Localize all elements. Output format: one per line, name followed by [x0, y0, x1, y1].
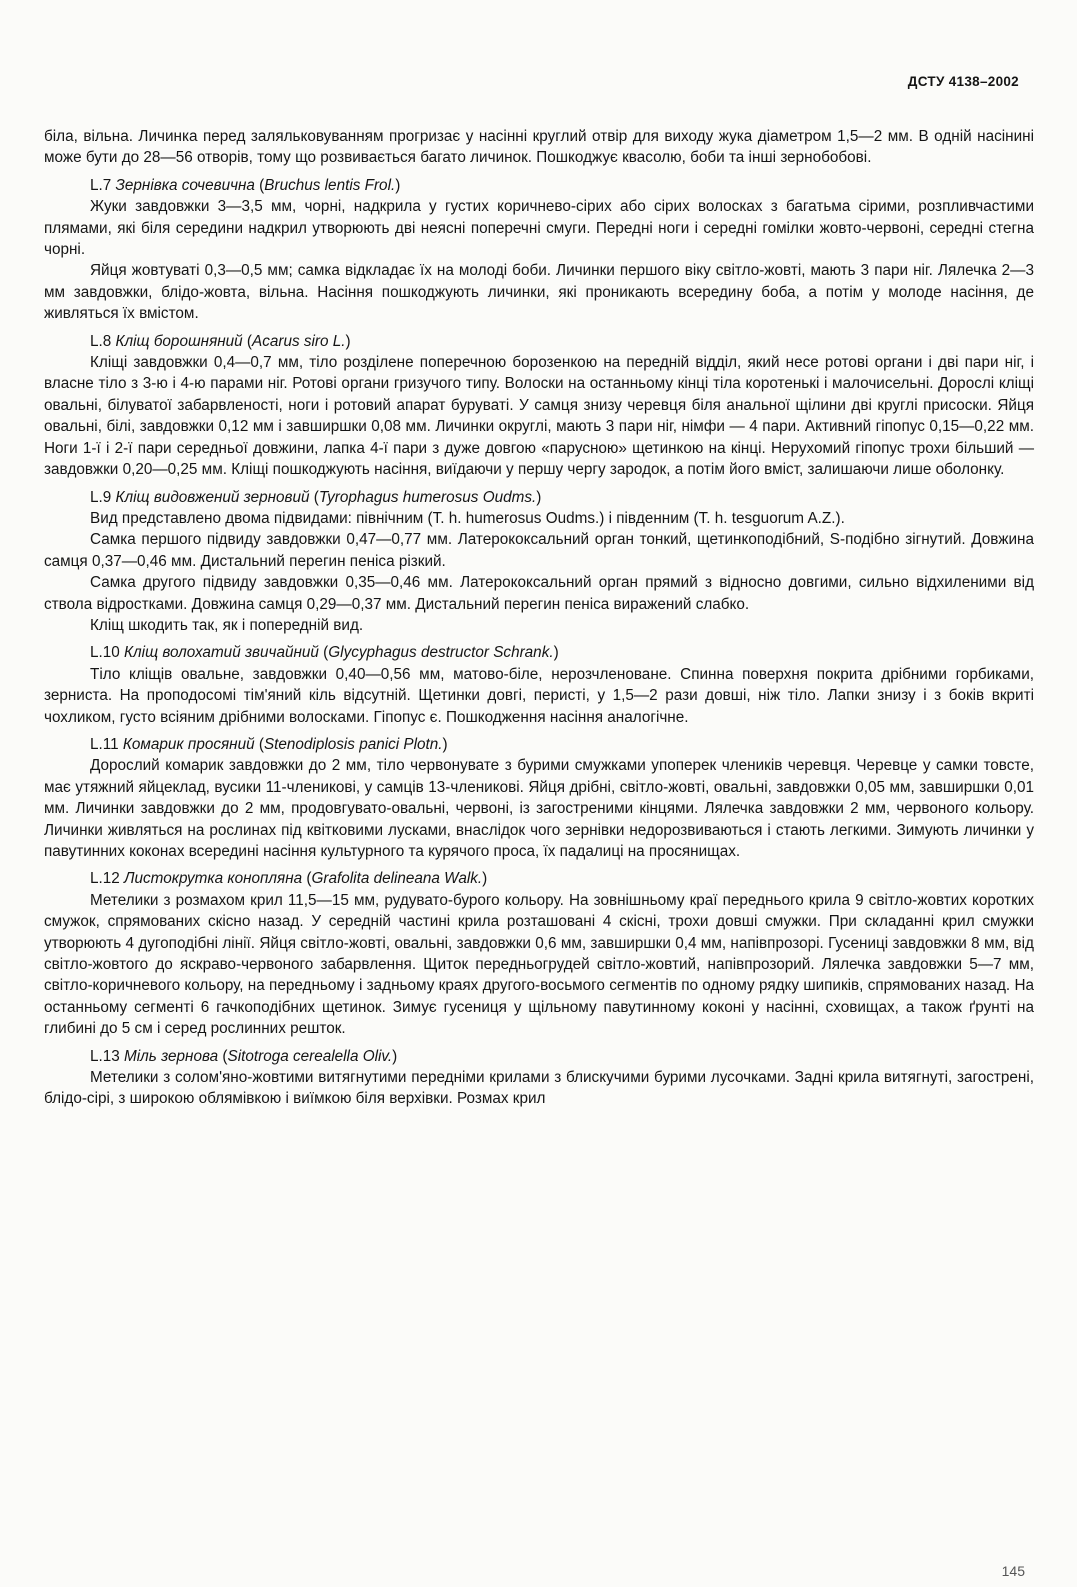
section-number: L.12: [90, 870, 120, 888]
species-name: Листокрутка конопляна: [124, 870, 303, 888]
body-paragraph: Метелики з солом'яно-жовтими витягнутими передніми крилами з блискучими бурими лусочками. Задні крила витягнуті, загострені, блідо-сірі, з широкою облямівкою і виїмкою біля верхівки. Розмах крил: [44, 1069, 1034, 1108]
section-heading: L.12 Листокрутка конопляна (Grafolita delineana Walk.): [90, 870, 488, 888]
body-paragraph: біла, вільна. Личинка перед заляльковуванням прогризає у насінні круглий отвір для виходу жука діаметром 1,5—2 мм. В одній насінині може бути до 28—56 отворів, тому що розвивається багато личинок. Пошкоджує квасолю, боби та інші зернобобові.: [44, 128, 1034, 167]
body-paragraph: Кліщі завдовжки 0,4—0,7 мм, тіло розділене поперечною борозенкою на передній відділ, який несе ротові органи і дві пари ніг, і власне тіло з 3-ю і 4-ю парами ніг. Ротові органи гризучого типу. Волоски на останньому кінці тіла коротенькі і малочисельні. Дорослі кліщі овальні, білуватої забарвленості, ноги і ротовий апарат буруваті. У самця знизу черевця біля анальної щілини дві круглі присоски. Яйця овальні, білі, завдовжки 0,12 мм і завширшки 0,08 мм. Личинки округлі, мають 3 пари ніг, німфи — 4 пари. Активний гіпопус 0,15—0,22 мм. Ноги 1-ї і 2-ї пари середньої довжини, лапка 4-ї пари з дуже довгою «парусною» щетинкою на кінці. Нерухомий гіпопус трохи більший — завдовжки 0,20—0,25 мм. Кліщі пошкоджують насіння, виїдаючи у першу чергу зародок, а потім його вміст, залишаючи лише оболонку.: [44, 354, 1034, 479]
body-paragraph: Самка першого підвиду завдовжки 0,47—0,77 мм. Латерококсальний орган тонкий, щетинкоподібний, S-подібно зігнутий. Довжина самця 0,37—0,46 мм. Дистальний перегин пеніса різкий.: [44, 531, 1034, 570]
species-name: Міль зернова: [124, 1047, 219, 1065]
section-heading: L.10 Кліщ волохатий звичайний (Glycyphagus destructor Schrank.): [90, 644, 559, 662]
latin-name: Stenodiplosis panici Plotn.: [263, 735, 443, 753]
standard-code-header: ДСТУ 4138–2002: [907, 74, 1019, 89]
section-number: L.9: [90, 488, 112, 506]
body-paragraph: Тіло кліщів овальне, завдовжки 0,40—0,56 мм, матово-біле, нерозчленоване. Спинна поверхня покрита дрібними горбиками, зерниста. На проподосомі тім'яний кіль відсутній. Щетинки довгі, перисті, у 1,5—2 рази довші, ніж тіло. Лапки знизу і з боків вкриті чохликом, густо всіяним дрібними волосками. Гіпопус є. Пошкодження насіння аналогічне.: [44, 665, 1034, 726]
body-paragraph: Кліщ шкодить так, як і попередній вид.: [90, 616, 364, 634]
latin-name: Tyrophagus humerosus Oudms.: [318, 488, 537, 506]
section-heading: L.13 Міль зернова (Sitotroga cerealella Oliv.): [90, 1047, 398, 1065]
species-name: Кліщ видовжений зерновий: [115, 488, 310, 506]
species-name: Кліщ борошняний: [115, 332, 243, 350]
section-heading: L.11 Комарик просяний (Stenodiplosis panici Plotn.): [90, 735, 448, 753]
document-body: [44, 126, 1034, 1110]
section-heading: L.8 Кліщ борошняний (Acarus siro L.): [90, 332, 351, 350]
latin-name: Acarus siro L.: [252, 332, 346, 350]
body-paragraph: Дорослий комарик завдовжки до 2 мм, тіло червонувате з бурими смужками упоперек члеників черевця. Черевце у самки товсте, має утяжний яйцеклад, вусики 11-членикові, у самців 13-членикові. Яйця дрібні, світло-жовті, овальні, завдовжки 0,05 мм, завширшки 0,01 мм. Личинки завдовжки до 2 мм, продовгувато-овальні, червоні, із загостреними кінцями. Лялечка завдовжки 2 мм, червоного кольору. Личинки живляться на рослинах під квітковими лусками, внаслідок чого зернівки недорозвиваються і стають легкими. Зимують личинки у павутинних коконах всередині насіння культурного та курячого проса, їх падалиці на просянищах.: [44, 757, 1034, 860]
section-number: L.11: [90, 735, 119, 753]
body-paragraph: Яйця жовтуваті 0,3—0,5 мм; самка відкладає їх на молоді боби. Личинки першого віку світло-жовті, мають 3 пари ніг. Лялечка 2—3 мм завдовжки, блідо-жовта, вільна. Насіння пошкоджують личинки, які проникають всередину боба, а потім у молоде насіння, де живляться їх вмістом.: [44, 262, 1034, 323]
section-number: L.7: [90, 176, 112, 194]
body-paragraph: Метелики з розмахом крил 11,5—15 мм, рудувато-бурого кольору. На зовнішньому краї переднього крила 9 світло-жовтих коротких смужок, спрямованих скісно назад. У середній частині крила розташовані 4 скісні, трохи довші смужки. При складанні крил смужки утворюють 4 дугоподібні лінії. Яйця світло-жовті, овальні, завдовжки 0,6 мм, завширшки 0,4 мм, напівпрозорі. Гусениці завдовжки 8 мм, від світло-жовтого до яскраво-червоного забарвлення. Щиток передньогрудей світло-жовтий, напівпрозорий. Лялечка завдовжки 5—7 мм, світло-коричневого кольору, на передньому і задньому краях другого-восьмого сегментів по одному рядку шипиків, спрямованих назад. На останньому сегменті 6 гачкоподібних щетинок. Зимує гусениця у щільному павутинному коконі у насінні, сховищах, а також ґрунті на глибині до 5 см і серед рослинних решток.: [44, 891, 1034, 1038]
page-number: 145: [1001, 1563, 1025, 1579]
species-name: Комарик просяний: [122, 735, 255, 753]
latin-name: Glycyphagus destructor Schrank.: [328, 644, 554, 662]
section-number: L.10: [90, 644, 120, 662]
body-paragraph: Вид представлено двома підвидами: північним (T. h. humerosus Oudms.) і південним (T. h. tesguorum A.Z.).: [90, 509, 845, 527]
species-name: Кліщ волохатий звичайний: [124, 644, 319, 662]
section-number: L.13: [90, 1047, 120, 1065]
latin-name: Sitotroga cerealella Oliv.: [227, 1047, 393, 1065]
latin-name: Grafolita delineana Walk.: [311, 870, 483, 888]
species-name: Зернівка сочевична: [115, 176, 255, 194]
body-paragraph: Самка другого підвиду завдовжки 0,35—0,46 мм. Латерококсальний орган прямий з відносно довгими, сильно відхиленими від ствола відростками. Довжина самця 0,29—0,37 мм. Дистальний перегин пеніса виражений слабко.: [44, 574, 1034, 613]
section-heading: L.7 Зернівка сочевична (Bruchus lentis Frol.): [90, 176, 401, 194]
latin-name: Bruchus lentis Frol.: [264, 176, 396, 194]
section-number: L.8: [90, 332, 112, 350]
section-heading: L.9 Кліщ видовжений зерновий (Tyrophagus humerosus Oudms.): [90, 488, 542, 506]
body-paragraph: Жуки завдовжки 3—3,5 мм, чорні, надкрила у густих коричнево-сірих або сірих волосках з багатьма сірими, розпливчастими плямами, які біля середини надкрил утворюють дві неясні поперечні смуги. Передні ноги і середні гомілки жовто-червоні, середні стегна чорні.: [44, 198, 1034, 259]
